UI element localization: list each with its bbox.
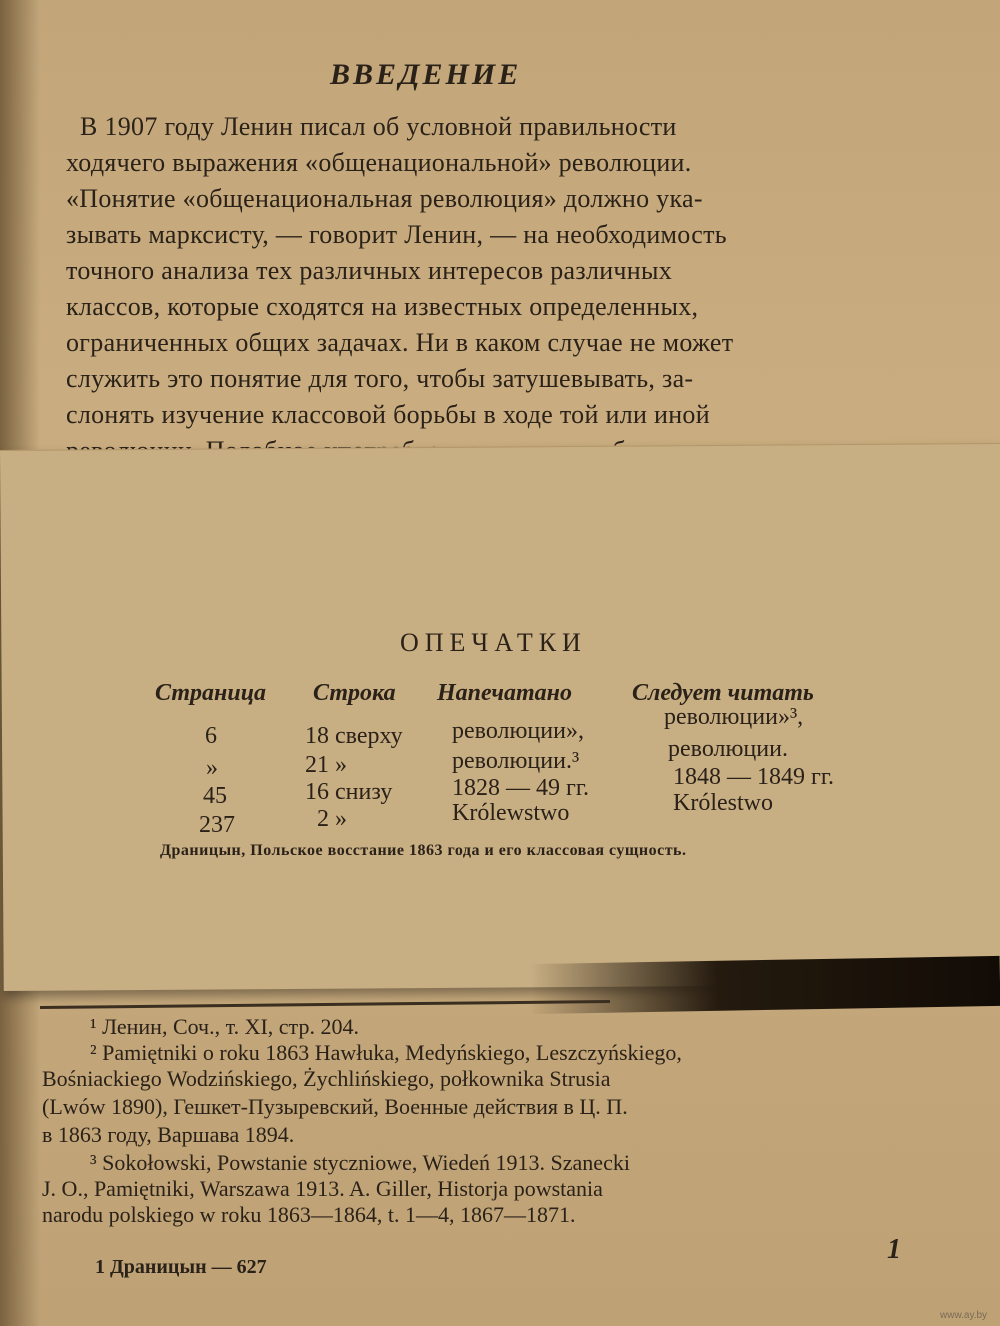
errata-cell: революции.³	[452, 748, 580, 774]
watermark: www.ay.by	[940, 1310, 988, 1321]
footnote-line: ³ Sokołowski, Powstanie styczniowe, Wiedeń 1913. Szanecki	[90, 1150, 630, 1175]
errata-cell: 1848 — 1849 гг.	[673, 764, 834, 790]
errata-source: Драницын, Польское восстание 1863 года и его классовая сущность.	[160, 842, 687, 859]
errata-cell: 16 снизу	[305, 779, 393, 805]
errata-col-correct: Следует читать	[632, 680, 814, 706]
errata-cell: 18 сверху	[305, 723, 403, 749]
errata-cell: 45	[203, 783, 227, 809]
errata-cell: »	[206, 755, 218, 781]
footnote-line: J. O., Pamiętniki, Warszawa 1913. A. Giller, Historja powstania	[42, 1176, 603, 1201]
errata-title: ОПЕЧАТКИ	[400, 628, 587, 657]
footnote-line: Bośniackiego Wodzińskiego, Żychlińskiego, połkownika Strusia	[42, 1066, 611, 1091]
intro-line: классов, которые сходятся на известных определенных,	[66, 292, 699, 321]
intro-line: В 1907 году Ленин писал об условной правильности	[80, 112, 677, 141]
errata-cell: 237	[199, 812, 235, 838]
errata-cell: 6	[205, 723, 217, 749]
errata-col-page: Страница	[155, 680, 267, 706]
errata-cell: революции»,	[452, 718, 584, 744]
intro-line: ограниченных общих задачах. Ни в каком случае не может	[66, 328, 734, 357]
footnote-line: в 1863 году, Варшава 1894.	[42, 1122, 295, 1147]
slip-shadow-edge	[530, 956, 1000, 1014]
errata-slip	[0, 443, 1000, 991]
errata-cell: Królestwo	[673, 790, 773, 816]
errata-cell: 2 »	[317, 806, 347, 832]
errata-cell: революции.	[668, 736, 788, 762]
footnote-line: ² Pamiętniki o roku 1863 Hawłuka, Medyńskiego, Leszczyńskiego,	[90, 1040, 682, 1065]
errata-cell: революции»³,	[664, 704, 804, 730]
printer-signature: 1 Драницын — 627	[95, 1256, 267, 1278]
errata-col-printed: Напечатано	[437, 680, 572, 706]
footnote-line: ¹ Ленин, Соч., т. XI, стр. 204.	[90, 1014, 359, 1039]
intro-line: «Понятие «общенациональная революция» должно ука-	[66, 184, 703, 213]
intro-line: точного анализа тех различных интересов различных	[66, 256, 673, 285]
errata-cell: 21 »	[305, 752, 347, 778]
footnote-line: narodu polskiego w roku 1863—1864, t. 1—4, 1867—1871.	[42, 1202, 576, 1227]
page-number: 1	[887, 1234, 901, 1265]
errata-cell: 1828 — 49 гг.	[452, 775, 589, 801]
intro-line: слонять изучение классовой борьбы в ходе той или иной	[66, 400, 710, 429]
footnote-line: (Lwów 1890), Гешкет-Пузыревский, Военные действия в Ц. П.	[42, 1094, 628, 1119]
errata-cell: Królewstwo	[452, 800, 570, 826]
intro-line: служить это понятие для того, чтобы затушевывать, за-	[66, 364, 694, 393]
footnote-rule	[40, 1000, 610, 1009]
intro-line: зывать марксисту, — говорит Ленин, — на необходимость	[66, 220, 727, 249]
errata-col-line: Строка	[313, 680, 396, 706]
intro-line: ходячего выражения «общенациональной» революции.	[66, 148, 692, 177]
section-heading: ВВЕДЕНИЕ	[330, 58, 522, 91]
